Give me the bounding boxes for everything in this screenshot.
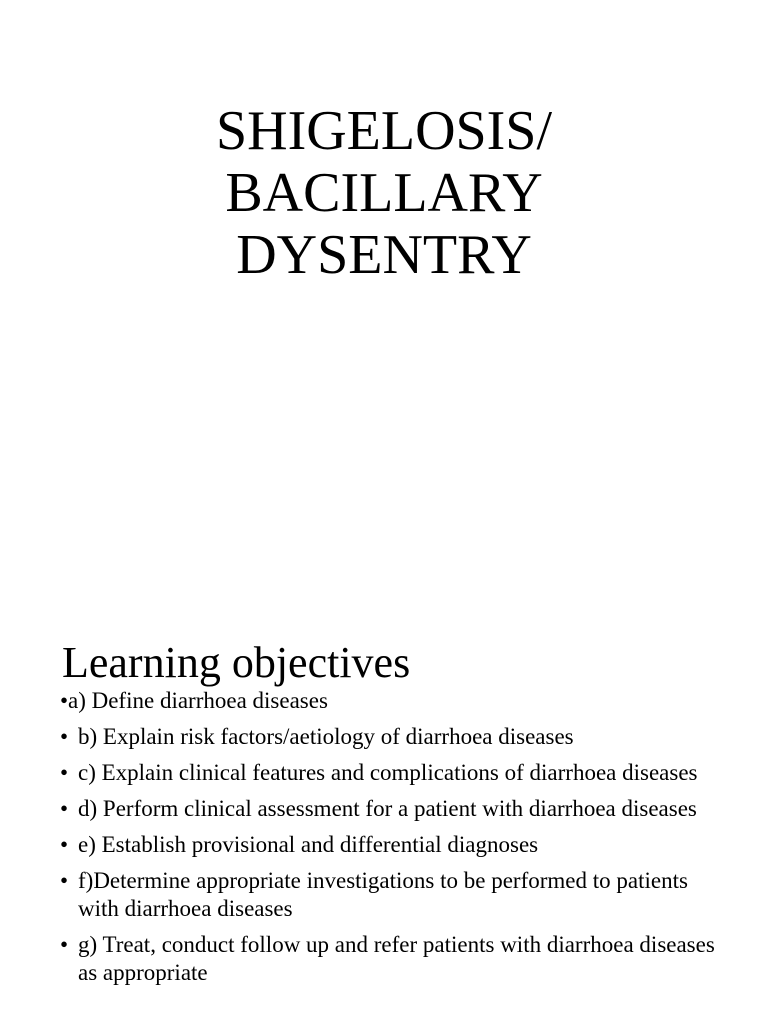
objective-item-b (0, 723, 768, 751)
objective-text: d) Perform clinical assessment for a patient with diarrhoea diseases (78, 796, 697, 821)
bullet-icon: • (60, 688, 69, 713)
bullet-icon: • (60, 796, 69, 821)
objective-item-c (0, 759, 768, 787)
title-line-1: SHIGELOSIS/ (215, 100, 553, 162)
objective-item-d (0, 795, 768, 823)
objective-text: g) Treat, conduct follow up and refer patients with diarrhoea diseases as appropriate (78, 932, 715, 985)
bullet-icon: • (60, 832, 69, 857)
bullet-icon: • (60, 724, 69, 749)
learning-objectives-list (0, 687, 768, 995)
bullet-icon: • (60, 760, 69, 785)
objective-item-g (0, 931, 768, 987)
objective-text: b) Explain risk factors/aetiology of diarrhoea diseases (78, 724, 574, 749)
bullet-icon: • (60, 932, 69, 957)
objective-text: c) Explain clinical features and complications of diarrhoea diseases (78, 760, 698, 785)
objective-item-f (0, 867, 768, 923)
bullet-icon: • (60, 868, 69, 893)
objective-text: a) Define diarrhoea diseases (68, 688, 328, 713)
slide-title (0, 100, 768, 286)
title-line-2: BACILLARY (225, 162, 543, 224)
objective-text: f)Determine appropriate investigations to be performed to patients with diarrhoea diseases (78, 868, 688, 921)
title-line-3: DYSENTRY (236, 224, 532, 286)
objective-item-e (0, 831, 768, 859)
objective-text: e) Establish provisional and differential diagnoses (78, 832, 539, 857)
learning-objectives-heading: Learning objectives (62, 638, 411, 687)
objective-item-a (0, 687, 768, 715)
